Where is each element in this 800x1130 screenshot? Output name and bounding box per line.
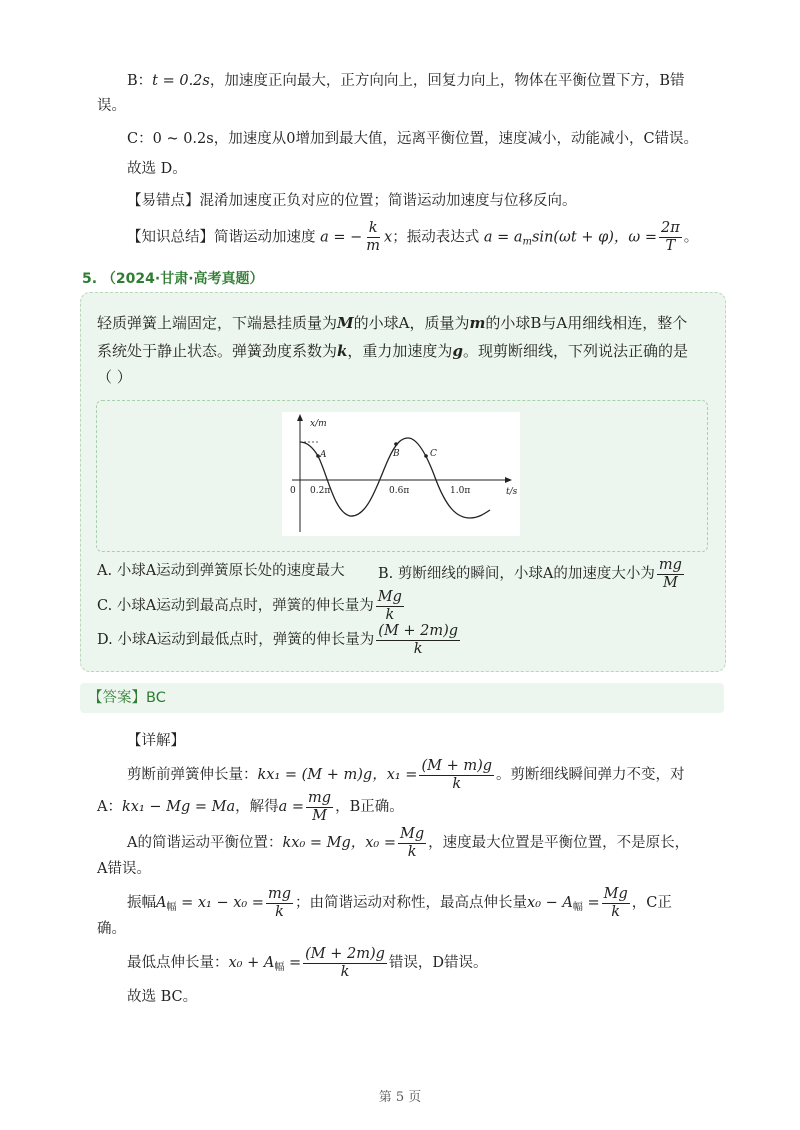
point-c-label: C xyxy=(430,449,437,459)
fraction-top-mg-over-k: $\frac{Mg}{k}$ xyxy=(603,885,628,920)
point-a-label: A xyxy=(320,450,327,460)
tick-label-3: 1.0π xyxy=(450,486,471,496)
option-c: C. 小球A运动到最高点时，弹簧的伸长量为 $\frac{Mg}{k}$ xyxy=(97,588,402,623)
origin-label: 0 xyxy=(290,486,296,496)
fraction-mg-over-m: $\frac{mg}{M}$ xyxy=(658,556,682,591)
page-number: 第 5 页 xyxy=(378,1090,422,1105)
answer-bar xyxy=(80,683,724,713)
point-b-marker xyxy=(394,442,398,446)
explanation-p2: A的简谐运动平衡位置：kx₀ = Mg，x₀ = $\frac{Mg}{k}$ ，速度最大位置是平衡位置，不是原长， xyxy=(127,825,690,860)
option-d: D. 小球A运动到最低点时，弹簧的伸长量为 $\frac{(M + 2m)g}{k}$ xyxy=(97,622,459,657)
question-stem-line-2: 系统处于静止状态。弹簧劲度系数为k，重力加速度为g。现剪断细线，下列说法正确的是 xyxy=(97,342,688,360)
prev-line-c: C：0 ~ 0.2s，加速度从0增加到最大值，远离平衡位置，速度减小，动能减小，C错误。 xyxy=(127,131,699,147)
explanation-p1-cont: A：kx₁ − Mg = Ma，解得a = $\frac{mg}{M}$ ，B正确。 xyxy=(97,789,404,824)
explanation-p2-cont: A错误。 xyxy=(97,861,151,877)
answer-blank: （ ） xyxy=(97,368,132,386)
option-a: A. 小球A运动到弹簧原长处的速度最大 xyxy=(97,563,345,579)
fraction-2pi-over-t: $\frac{2\pi}{T}$ xyxy=(660,220,680,254)
fraction-k-over-m: $\frac{k}{m}$ xyxy=(366,220,381,254)
explanation-p4: 最低点伸长量：$x_0 + A_幅$ = $\frac{(M + 2m)g}{k}$ 错误，D错误。 xyxy=(127,945,488,980)
fraction-amp-mg-over-k: $\frac{mg}{k}$ xyxy=(267,885,292,920)
fraction-mmg-over-k: $\frac{(M + m)g}{k}$ xyxy=(421,757,493,792)
fraction-m2mg-over-k: $\frac{(M + 2m)g}{k}$ xyxy=(378,622,459,657)
shm-graph xyxy=(282,412,520,536)
explanation-choose: 故选 BC。 xyxy=(127,989,198,1005)
fraction-x0-mg-over-k: $\frac{Mg}{k}$ xyxy=(400,825,425,860)
option-b: B. 剪断细线的瞬间，小球A的加速度大小为 $\frac{mg}{M}$ xyxy=(378,556,682,591)
fraction-mg-over-k: $\frac{Mg}{k}$ xyxy=(377,588,402,623)
answer-line: 【答案】BC xyxy=(88,690,166,706)
graph-background xyxy=(282,412,520,536)
fraction-bottom-over-k: $\frac{(M + 2m)g}{k}$ xyxy=(305,945,385,980)
y-axis-label: x/m xyxy=(310,419,327,429)
question-stem-line-1: 轻质弹簧上端固定，下端悬挂质量为M的小球A，质量为m的小球B与A用细线相连，整个 xyxy=(97,314,688,332)
x-axis-label: t/s xyxy=(506,487,518,497)
knowledge-summary: 【知识总结】简谐运动加速度 a = − $\frac{k}{m}$ x；振动表达式 $a = a_m\sin(\omega t + \varphi)$，ω = $\frac{2\pi}{T}$ 。 xyxy=(127,220,699,254)
explanation-tag: 【详解】 xyxy=(127,733,185,749)
explanation-p3-cont: 确。 xyxy=(97,921,126,937)
explanation-p1: 剪断前弹簧伸长量：kx₁ = (M + m)g，x₁ = $\frac{(M + m)g}{k}$ 。剪断细线瞬间弹力不变，对 xyxy=(127,757,685,792)
point-c-marker xyxy=(424,454,428,458)
tick-label-2: 0.6π xyxy=(389,486,410,496)
explanation-p3: 振幅$A_幅 = x_1 - x_0$ = $\frac{mg}{k}$ ；由简谐运动对称性，最高点伸长量$x_0 - A_幅$ = $\frac{Mg}{k}$ ，C正 xyxy=(127,885,672,920)
prev-line-b-cont: 误。 xyxy=(97,98,126,114)
tick-label-1: 0.2π xyxy=(310,486,331,496)
mistake-point: 【易错点】混淆加速度正负对应的位置；简谐运动加速度与位移反向。 xyxy=(127,193,577,209)
question-title: 5. （2024·甘肃·高考真题） xyxy=(82,271,264,287)
fraction-a-mg-over-m: $\frac{mg}{M}$ xyxy=(308,789,332,824)
prev-choose: 故选 D。 xyxy=(127,161,187,177)
point-b-label: B xyxy=(393,449,400,459)
prev-line-b: B：t = 0.2s，加速度正向最大，正方向向上，回复力向上，物体在平衡位置下方，B错 xyxy=(127,73,685,89)
